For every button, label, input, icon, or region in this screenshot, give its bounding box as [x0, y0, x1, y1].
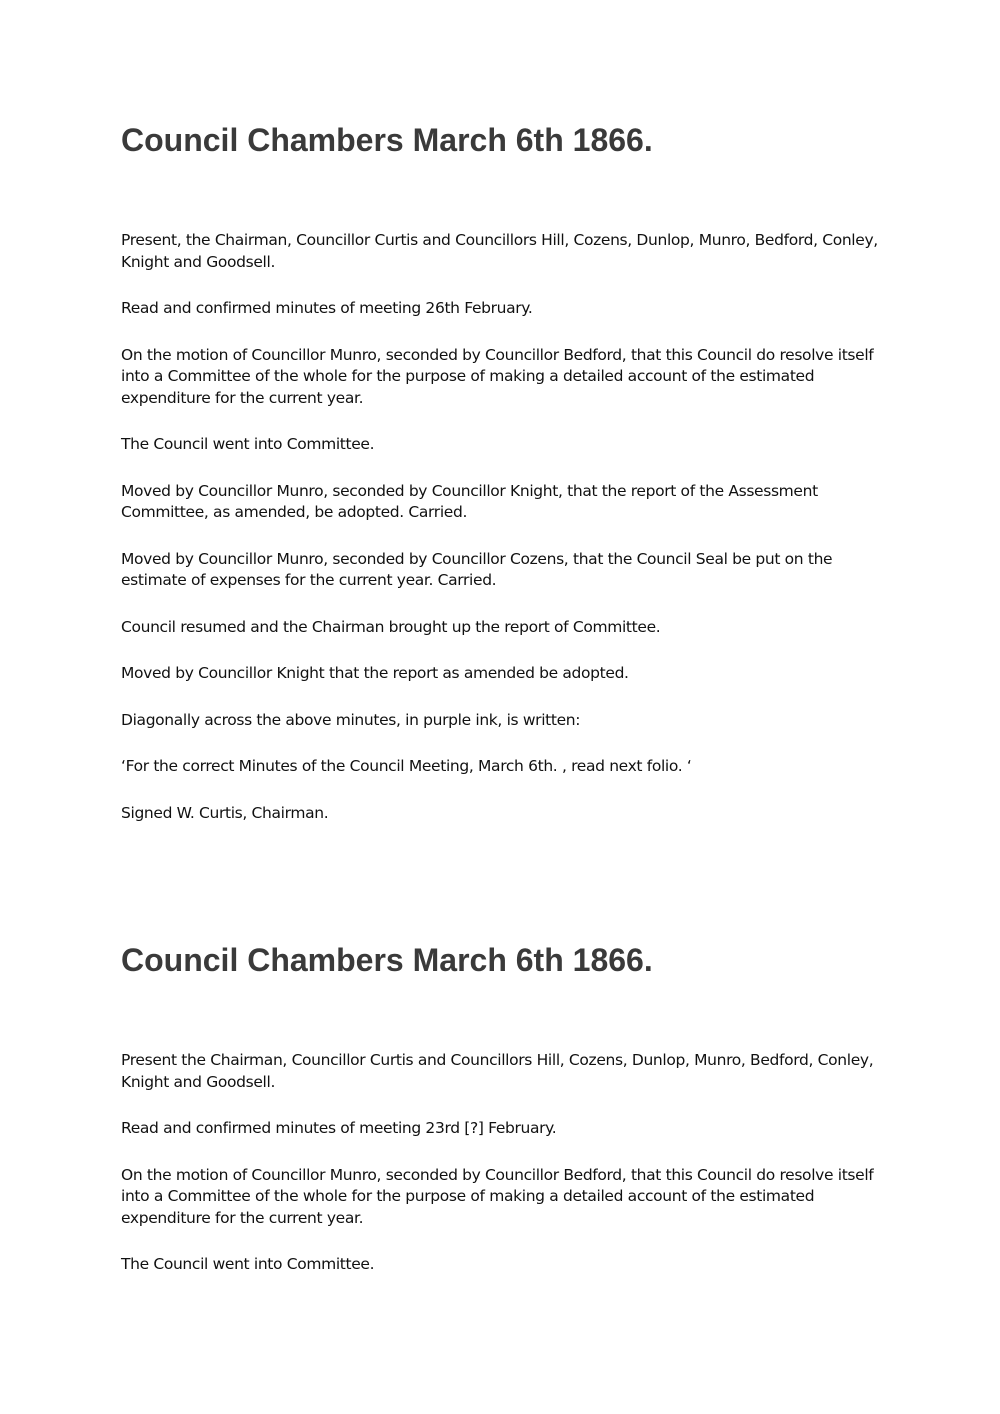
motion-paragraph: Moved by Councillor Munro, seconded by Councillor Cozens, that the Council Seal be put on the estimate of expenses for the current year. Carried. [121, 549, 833, 589]
resumption-paragraph: Council resumed and the Chairman brought up the report of Committee. [121, 617, 661, 636]
annotation-quote-paragraph: ‘For the correct Minutes of the Council Meeting, March 6th. , read next folio. ‘ [121, 757, 692, 775]
committee-paragraph: The Council went into Committee. [121, 1255, 375, 1273]
annotation-note-paragraph: Diagonally across the above minutes, in purple ink, is written: [121, 710, 581, 729]
minutes-confirmation-paragraph: Read and confirmed minutes of meeting 26th February. [121, 299, 533, 317]
motion-paragraph: On the motion of Councillor Munro, seconded by Councillor Bedford, that this Council do resolve itself into a Committee of the whole for the purpose of making a detailed account of the estimated expenditure for the current year. [121, 345, 874, 407]
signature-paragraph: Signed W. Curtis, Chairman. [121, 803, 329, 822]
section-title: Council Chambers March 6th 1866. [121, 122, 653, 158]
motion-paragraph: Moved by Councillor Munro, seconded by Councillor Knight, that the report of the Assessment Committee, as amended, be adopted. Carried. [121, 481, 818, 521]
section-title: Council Chambers March 6th 1866. [121, 942, 653, 978]
attendance-paragraph: Present, the Chairman, Councillor Curtis and Councillors Hill, Cozens, Dunlop, Munro, Bedford, Conley, Knight and Goodsell. [121, 231, 878, 271]
minutes-confirmation-paragraph: Read and confirmed minutes of meeting 23rd [?] February. [121, 1119, 557, 1137]
motion-paragraph: Moved by Councillor Knight that the report as amended be adopted. [121, 664, 629, 682]
minutes-body [121, 1050, 881, 1301]
motion-paragraph: On the motion of Councillor Munro, seconded by Councillor Bedford, that this Council do resolve itself into a Committee of the whole for the purpose of making a detailed account of the estimated expenditure for the current year. [121, 1165, 874, 1227]
attendance-paragraph: Present the Chairman, Councillor Curtis and Councillors Hill, Cozens, Dunlop, Munro, Bedford, Conley, Knight and Goodsell. [121, 1051, 874, 1091]
committee-paragraph: The Council went into Committee. [121, 435, 375, 453]
minutes-body [121, 230, 881, 849]
